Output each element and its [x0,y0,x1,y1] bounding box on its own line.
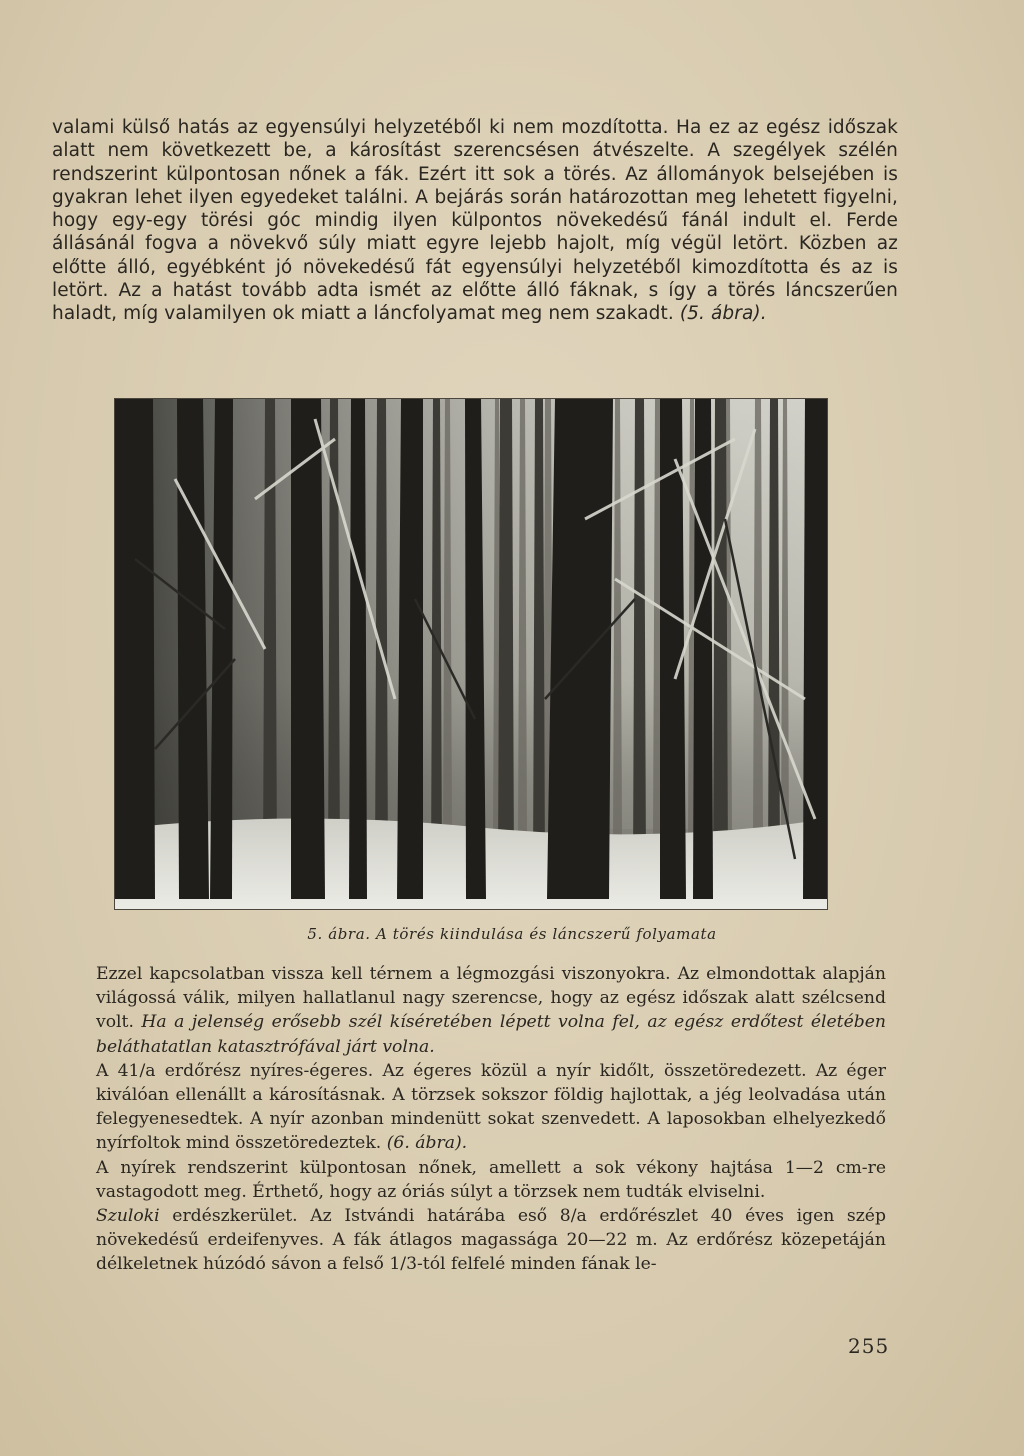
caption-number: 5. ábra. [307,925,371,943]
tree-trunk-foreground [291,399,325,899]
tree-trunk-foreground [115,399,155,899]
paragraph-wind-italic: Ha a jelenség erősebb szél kíséretében lépett volna fel, az egész erdőtest életében beláthatatlan katasztrófával járt volna. [96,1012,886,1057]
tree-trunk-foreground [547,399,613,899]
figure-caption [0,925,1024,943]
body-text [96,962,886,1277]
paragraph-wind [96,962,886,1059]
tree-trunk [713,399,728,869]
tree-trunk-foreground [349,399,367,899]
paragraph-top-text: valami külső hatás az egyensúlyi helyzetéből ki nem mozdította. Ha ez az egész időszak alatt nem következett be, a károsítást szerencsésen átvészelte. A szegélyek szélén rendszerint külpontosan nőnek a fák. Ezért itt sok a törés. Az állományok belsejében is gyakran lehet ilyen egyedeket találni. A bejárás során határozottan meg lehetett figyelni, hogy egy-egy törési góc mindig ilyen külpontos növekedésű fánál indult el. Ferde állásánál fogva a növekvő súly miatt egyre lejebb hajolt, míg végül letört. Közben az előtte álló, egyébként jó növekedésű fát egyensúlyi helyzetéből kimozdította és az is letört. Az a hatást tovább adta ismét az előtte álló fáknak, s így a törés láncszerűen haladt, míg valamilyen ok miatt a láncfolyamat meg nem szakadt. [52,117,898,325]
tree-trunk-foreground [803,399,827,899]
tree-trunk [533,399,545,869]
figure-reference-6: (6. ábra). [386,1133,468,1154]
paragraph-birch [96,1156,886,1204]
tree-trunk [263,399,277,869]
paragraph-szuloki [96,1204,886,1277]
caption-text: A törés kiindulása és láncszerű folyamata [376,925,717,943]
figure-reference: (5. ábra). [679,303,767,325]
forest-photo-illustration [115,399,827,909]
tree-trunk [633,399,646,869]
page-number: 255 [848,1334,890,1358]
paragraph-wind-text: Ezzel kapcsolatban vissza kell térnem a légmozgási viszonyokra. Az elmondottak alapján világossá válik, milyen hallatlanul nagy szerencse, hogy az egész időszak alatt szélcsend volt. [96,964,886,1033]
forest-photograph [114,398,828,910]
paragraph-birch-text: A nyírek rendszerint külpontosan nőnek, amellett a sok vékony hajtása 1—2 cm-re vastagodott meg. Érthető, hogy az óriás súlyt a törzsek nem tudták elviselni. [96,1157,886,1202]
paragraph-41a-text: A 41/a erdőrész nyíres-égeres. Az égeres közül a nyír kidőlt, összetöredezett. Az éger kiválóan ellenállt a károsításnak. A törzsek sokszor földig hajlottak, a jég leolvadása után felegyenesedtek. A nyír azonban mindenütt sokat szenvedett. A laposokban elhelyezkedő nyírfoltok mind összetöredeztek. [96,1060,886,1154]
tree-trunk [498,399,514,869]
tree-trunk-foreground [397,399,423,899]
district-name: Szuloki [96,1206,160,1227]
paragraph-top [52,116,898,326]
paragraph-41a [96,1059,886,1156]
tree-trunk [768,399,780,869]
tree-trunk-foreground [693,399,713,899]
paragraph-szuloki-text: erdészkerület. Az Istvándi határába eső 8/a erdőrészlet 40 éves igen szép növekedésű erdeifenyves. A fák átlagos magassága 20—22 m. Az erdőrész közepetáján délkeletnek húzódó sávon a felső 1/3-tól felfelé minden fának le- [96,1206,886,1275]
